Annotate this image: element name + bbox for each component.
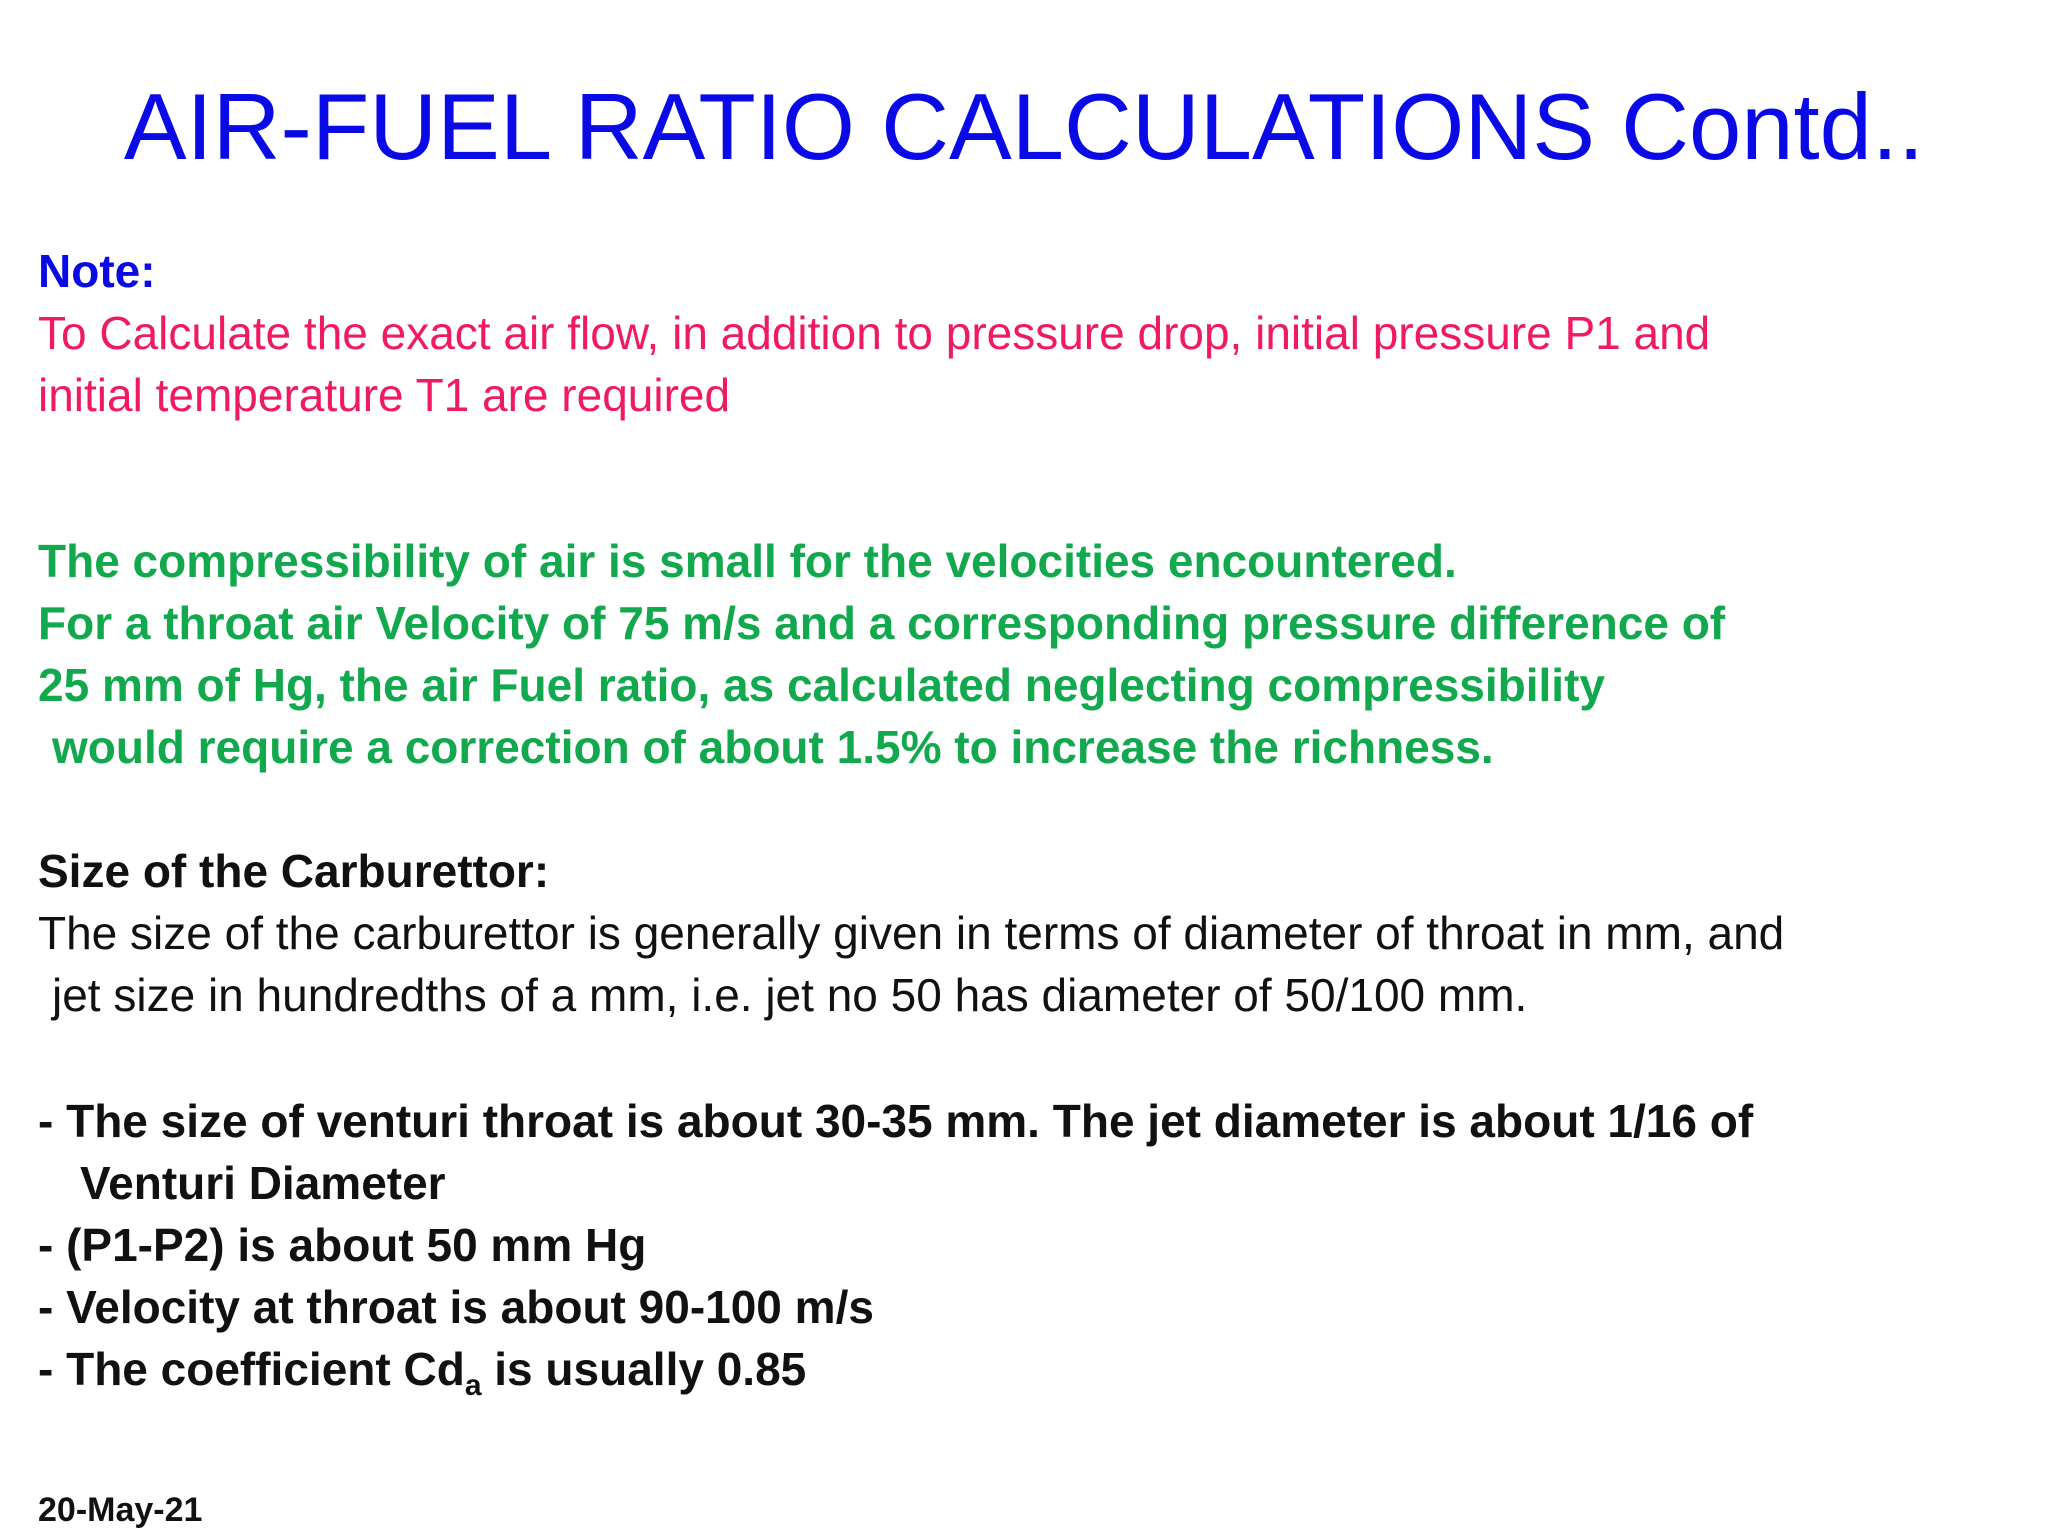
fact-coefficient-suffix: is usually 0.85 (481, 1343, 807, 1395)
compressibility-line-2: For a throat air Velocity of 75 m/s and a corresponding pressure difference of (38, 597, 1726, 649)
carburettor-facts-list (38, 1090, 2028, 1400)
carburettor-size-heading: Size of the Carburettor: (38, 845, 550, 897)
fact-coefficient-subscript: a (464, 1369, 482, 1402)
note-line-2: initial temperature T1 are required (38, 369, 731, 421)
fact-throat-velocity: - Velocity at throat is about 90-100 m/s (38, 1281, 874, 1333)
slide-date: 20-May-21 (38, 1491, 203, 1529)
compressibility-line-3: 25 mm of Hg, the air Fuel ratio, as calculated neglecting compressibility (38, 659, 1605, 711)
fact-venturi-throat: - The size of venturi throat is about 30-35 mm. The jet diameter is about 1/16 of (38, 1095, 1754, 1147)
note-section (38, 240, 2028, 426)
carburettor-size-section (38, 840, 2028, 1026)
fact-pressure-difference: - (P1-P2) is about 50 mm Hg (38, 1219, 647, 1271)
slide-title: AIR-FUEL RATIO CALCULATIONS Contd.. (123, 74, 1925, 179)
note-line-1: To Calculate the exact air flow, in addition to pressure drop, initial pressure P1 and (38, 307, 1711, 359)
note-heading: Note: (38, 245, 156, 297)
carburettor-size-line-1: The size of the carburettor is generally given in terms of diameter of throat in mm, and (38, 907, 1785, 959)
fact-venturi-throat-cont: Venturi Diameter (80, 1157, 446, 1209)
carburettor-size-line-2: jet size in hundredths of a mm, i.e. jet no 50 has diameter of 50/100 mm. (52, 969, 1528, 1021)
fact-coefficient-prefix: - The coefficient Cd (38, 1343, 465, 1395)
compressibility-section (38, 530, 2028, 778)
fact-coefficient (38, 1338, 2028, 1400)
compressibility-line-1: The compressibility of air is small for the velocities encountered. (38, 535, 1457, 587)
compressibility-line-4: would require a correction of about 1.5% to increase the richness. (52, 721, 1494, 773)
